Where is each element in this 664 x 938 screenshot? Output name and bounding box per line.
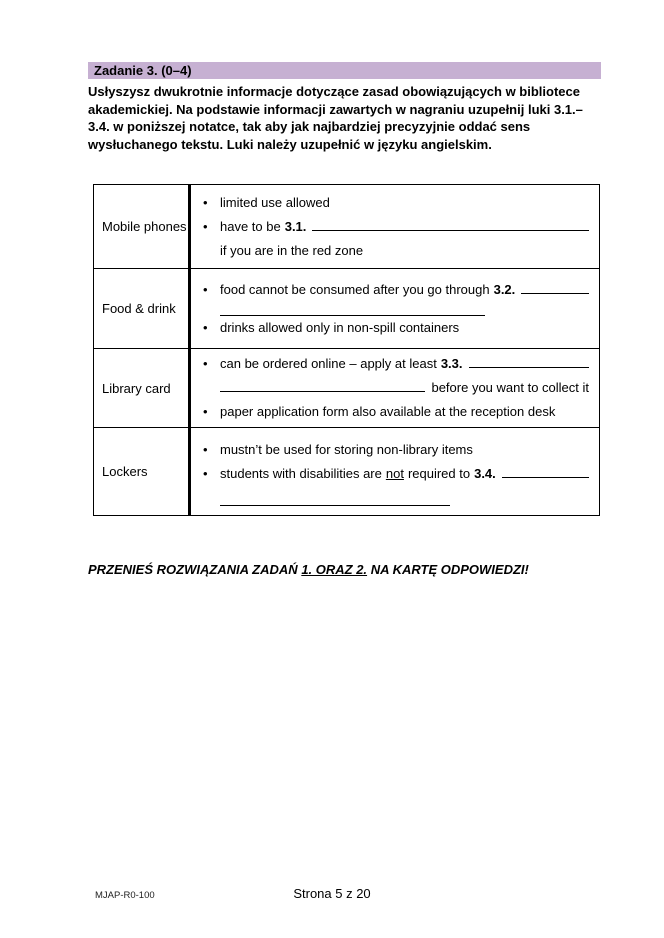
answer-blank-3-3 [469,354,589,368]
bullet-text: food cannot be consumed after you go through [220,281,490,297]
continuation-line [191,302,589,316]
underlined-word: not [385,465,404,481]
transfer-note-pre: PRZENIEŚ ROZWIĄZANIA ZADAŃ [88,562,298,577]
transfer-note-underlined: 1. ORAZ 2. [301,562,368,577]
row-category [94,269,191,348]
continuation-line [191,239,589,263]
bullet-icon: • [203,356,208,371]
transfer-note-post: NA KARTĘ ODPOWIEDZI! [370,562,529,577]
bullet-icon: • [203,319,208,335]
category-label: Food & drink [102,301,176,316]
continuation-text: if you are in the red zone [220,242,364,258]
bullet-line [191,191,589,215]
bullet-icon: • [203,194,208,210]
row-category [94,185,191,268]
category-label: Library card [102,380,171,396]
row-content [191,269,599,348]
bullet-icon: • [203,218,208,234]
task-instructions: Usłyszysz dwukrotnie informacje dotyczące zasad obowiązujących w bibliotece akademickiej. Na podstawie informacji zawartych w nagraniu uzupełnij luki 3.1.–3.4. w poniższej notatce, tak aby jak najbardziej precyzyjnie oddać sens wysłuchanego tekstu. Luki należy uzupełnić w języku angielskim. [88,84,583,152]
row-category [94,428,191,515]
bullet-text: drinks allowed only in non-spill containers [220,319,460,335]
bullet-line [191,400,589,424]
bullet-line [191,278,589,302]
page-number: Strona 5 z 20 [293,886,371,901]
bullet-line [191,438,589,462]
gap-number: 3.1. [284,218,307,234]
bullet-line [191,462,589,486]
answer-blank-3-3-cont [220,378,425,392]
notes-table [93,184,600,516]
form-code: MJAP-R0-100 [95,890,155,901]
answer-blank-3-4-cont [220,492,450,506]
table-row-food-drink [94,268,599,348]
bullet-text: have to be [220,218,281,234]
table-row-lockers [94,427,599,515]
page-content [88,62,601,577]
answer-blank-3-2 [521,280,589,294]
bullet-line [191,215,589,239]
bullet-icon: • [203,281,208,297]
bullet-text: required to [407,465,471,481]
table-row-mobile-phones [94,185,599,268]
category-label: Lockers [102,464,148,479]
table-row-library-card [94,348,599,427]
answer-blank-3-2-cont [220,302,485,316]
bullet-text: limited use allowed [220,194,330,210]
bullet-text: paper application form also available at the reception desk [220,404,556,419]
row-content [191,185,599,268]
gap-number: 3.4. [474,465,496,481]
bullet-line [191,352,589,376]
category-label: Mobile phones [102,219,187,234]
continuation-text: before you want to collect it [431,380,589,395]
bullet-icon: • [203,465,208,481]
answer-blank-3-1 [312,217,589,231]
row-category [94,349,191,427]
answer-blank-3-4 [502,464,589,478]
continuation-line [191,492,589,506]
bullet-text: students with disabilities are [220,465,382,481]
row-content [191,349,599,427]
gap-number: 3.2. [493,281,516,297]
continuation-line [191,376,589,400]
bullet-text: can be ordered online – apply at least [220,356,437,371]
page-footer [0,886,664,906]
task-header-label: Zadanie 3. (0–4) [94,63,192,78]
bullet-icon: • [203,441,208,457]
bullet-line [191,316,589,340]
gap-number: 3.3. [440,356,463,371]
bullet-text: mustn’t be used for storing non-library items [220,441,473,457]
bullet-icon: • [203,404,208,419]
transfer-note [88,562,601,577]
task-header-bar [88,62,601,79]
row-content [191,428,599,515]
